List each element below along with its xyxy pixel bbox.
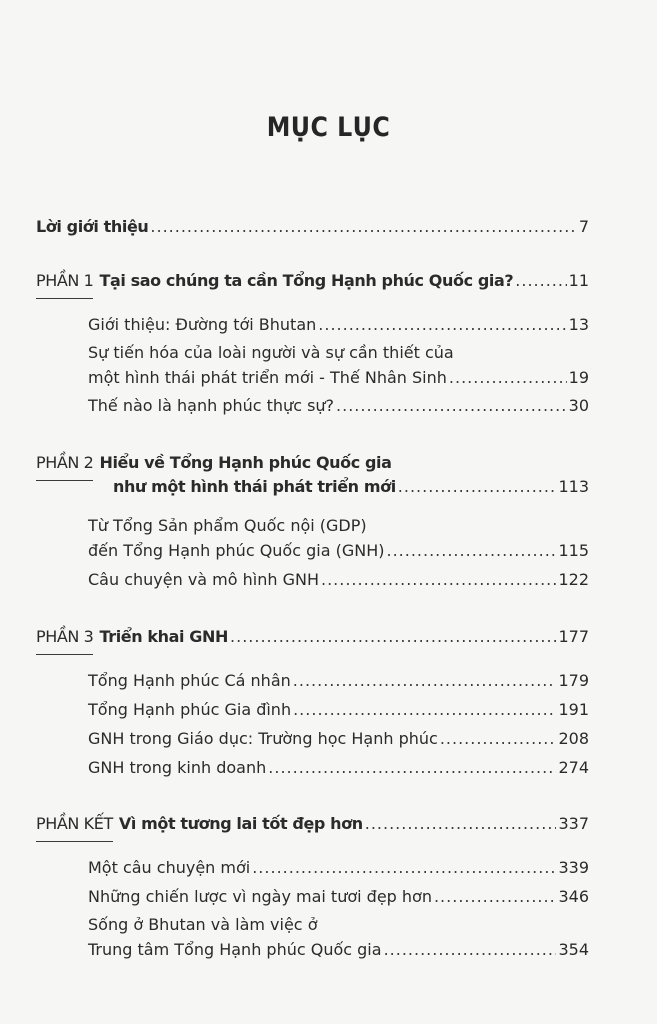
entry-title: Giới thiệu: Đường tới Bhutan (88, 315, 317, 334)
toc-entry-part-conclusion[interactable] (36, 813, 589, 835)
toc-entry-chapter[interactable] (88, 757, 589, 779)
part-prefix: PHẦN KẾT (36, 814, 113, 833)
entry-title (36, 813, 363, 835)
page-number: 19 (568, 368, 589, 387)
entry-title: Thế nào là hạnh phúc thực sự? (88, 396, 335, 415)
dot-leader (293, 699, 556, 721)
page-number: 346 (558, 887, 589, 906)
dot-leader (252, 857, 556, 879)
entry-title: Lời giới thiệu (36, 217, 149, 236)
entry-title (36, 626, 228, 648)
entry-title-line1: Sống ở Bhutan và làm việc ở (88, 915, 318, 934)
dot-leader (449, 367, 567, 389)
dot-leader (365, 813, 557, 835)
entry-title: Trung tâm Tổng Hạnh phúc Quốc gia (88, 940, 382, 959)
dot-leader (318, 314, 566, 336)
toc-entry-part-2[interactable] (113, 476, 589, 498)
dot-leader (321, 569, 556, 591)
toc-entry-chapter-line1 (88, 914, 589, 936)
page-number: 339 (558, 858, 589, 877)
entry-title: GNH trong kinh doanh (88, 758, 267, 777)
toc-entry-chapter[interactable] (88, 886, 589, 908)
entry-title: một hình thái phát triển mới - Thế Nhân Sinh (88, 368, 447, 387)
entry-title: GNH trong Giáo dục: Trường học Hạnh phúc (88, 729, 438, 748)
toc-entry-chapter[interactable] (88, 395, 589, 417)
toc-entry-part-3[interactable] (36, 626, 589, 648)
dot-leader (384, 939, 557, 961)
page-number: 11 (568, 271, 589, 290)
toc-entry-intro[interactable] (36, 216, 589, 238)
part-title: như một hình thái phát triển mới (113, 477, 396, 496)
toc-entry-part-1[interactable] (36, 270, 589, 292)
entry-title-line1 (36, 452, 392, 474)
toc-entry-chapter-line1 (88, 515, 589, 537)
dot-leader (230, 626, 556, 648)
page-title: MỤC LỤC (266, 112, 391, 143)
part-prefix: PHẦN 1 (36, 271, 94, 290)
part-title: Vì một tương lai tốt đẹp hơn (118, 814, 363, 833)
page-number: 354 (558, 940, 589, 959)
page-number: 115 (558, 541, 589, 560)
page-number: 177 (558, 627, 589, 646)
dot-leader (515, 270, 566, 292)
dot-leader (336, 395, 567, 417)
toc-entry-part-2-line1 (36, 452, 589, 474)
entry-title-line1: Từ Tổng Sản phẩm Quốc nội (GDP) (88, 516, 367, 535)
page-number: 13 (568, 315, 589, 334)
dot-leader (398, 476, 557, 498)
entry-title: Tổng Hạnh phúc Cá nhân (88, 671, 291, 690)
part-title: Triển khai GNH (99, 627, 229, 646)
entry-title (36, 270, 513, 292)
toc-entry-chapter[interactable] (88, 857, 589, 879)
dot-leader (434, 886, 556, 908)
page-number: 113 (558, 477, 589, 496)
part-title-line1: Hiểu về Tổng Hạnh phúc Quốc gia (99, 453, 392, 472)
page-number: 191 (558, 700, 589, 719)
entry-title: đến Tổng Hạnh phúc Quốc gia (GNH) (88, 541, 385, 560)
entry-title: Những chiến lược vì ngày mai tươi đẹp hơn (88, 887, 432, 906)
part-prefix: PHẦN 2 (36, 453, 94, 472)
part-title: Tại sao chúng ta cần Tổng Hạnh phúc Quốc gia? (99, 271, 514, 290)
page-number: 337 (558, 814, 589, 833)
page-number: 30 (568, 396, 589, 415)
page-number: 208 (558, 729, 589, 748)
toc-entry-chapter[interactable] (88, 670, 589, 692)
page-number: 122 (558, 570, 589, 589)
part-prefix: PHẦN 3 (36, 627, 94, 646)
entry-title: Một câu chuyện mới (88, 858, 251, 877)
toc-entry-chapter[interactable] (88, 569, 589, 591)
dot-leader (440, 728, 557, 750)
entry-title: Tổng Hạnh phúc Gia đình (88, 700, 292, 719)
dot-leader (268, 757, 556, 779)
toc-entry-chapter[interactable] (88, 314, 589, 336)
entry-title-line1: Sự tiến hóa của loài người và sự cần thiết của (88, 343, 454, 362)
toc-entry-chapter[interactable] (88, 728, 589, 750)
page-number: 7 (578, 217, 589, 236)
dot-leader (293, 670, 557, 692)
toc-entry-chapter[interactable] (88, 699, 589, 721)
dot-leader (386, 540, 556, 562)
toc-entry-chapter[interactable] (88, 939, 589, 961)
entry-title: Câu chuyện và mô hình GNH (88, 570, 319, 589)
page-number: 274 (558, 758, 589, 777)
toc-entry-chapter[interactable] (88, 367, 589, 389)
toc-entry-chapter[interactable] (88, 540, 589, 562)
dot-leader (150, 216, 576, 238)
toc-entry-chapter-line1 (88, 342, 589, 364)
page-number: 179 (558, 671, 589, 690)
